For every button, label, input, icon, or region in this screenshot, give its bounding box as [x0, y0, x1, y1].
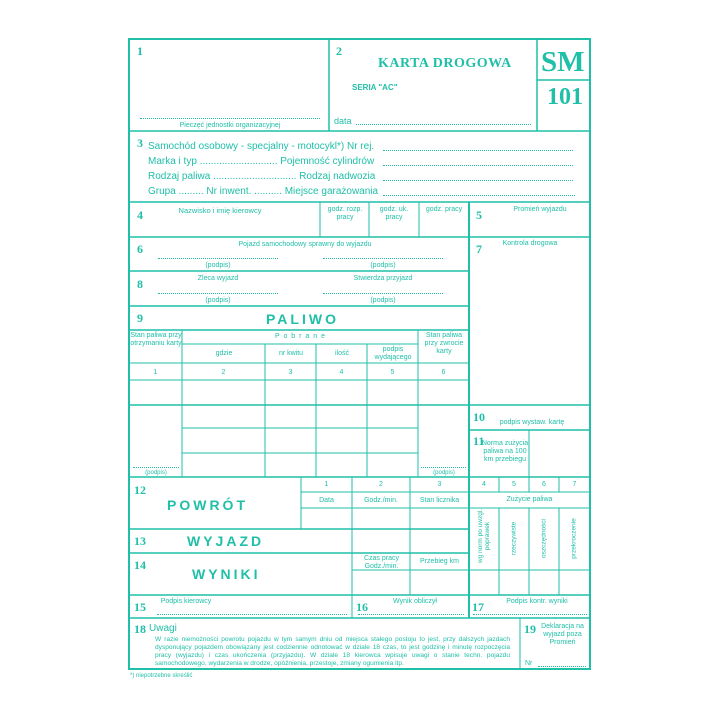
signature-field[interactable]	[323, 293, 443, 294]
signature-field[interactable]	[158, 293, 278, 294]
col-date: Data	[319, 497, 334, 504]
col-time: Godz./min.	[364, 497, 398, 504]
reg-number-field[interactable]	[383, 150, 573, 151]
section-number: 13	[134, 534, 146, 548]
arrival-label: Stwierdza przyjazd	[353, 275, 413, 282]
section-number: 6	[137, 242, 143, 256]
signature-field[interactable]	[133, 467, 179, 468]
fuel-received-label: Stan paliwa przy otrzymaniu karty	[130, 332, 182, 347]
col-number: 6	[542, 481, 546, 488]
section-number: 11	[473, 434, 485, 448]
col-work-time: Czas pracy Godz./min.	[363, 555, 399, 570]
section-number: 12	[134, 483, 146, 497]
col-actual: rzeczywiste	[510, 521, 518, 556]
declaration-label: Deklaracja na wyjazd poza Promień	[541, 623, 584, 646]
col-issuer: podpis wydającego	[374, 346, 412, 361]
col-number: 2	[221, 369, 226, 376]
controller-signature-label: Podpis kontr. wyniki	[506, 598, 568, 605]
fuel-returned-label: Stan paliwa przy zwrocie karty	[424, 332, 464, 355]
col-norm: wg norm po uwzgl. poprawek	[477, 508, 491, 564]
vehicle-line-1: Samochód osobowy - specjalny - motocykl*) Nr rej.	[148, 141, 375, 152]
fuel-title: PALIWO	[266, 311, 339, 327]
col-number: 7	[572, 481, 577, 488]
return-title: POWRÓT	[167, 497, 248, 513]
form-title: KARTA DROGOWA	[378, 56, 512, 71]
series-label: SERIA "AC"	[352, 83, 398, 92]
roadworthy-label: Pojazd samochodowy sprawny do wyjazdu	[238, 241, 372, 248]
stamp-line	[140, 118, 320, 119]
signature-label: (podpis)	[145, 470, 167, 476]
col-number: 5	[390, 369, 395, 376]
col-number: 3	[288, 369, 293, 376]
issuer-signature-label: podpis wystaw. kartę	[499, 419, 565, 426]
col-excess: przekroczenie	[570, 518, 578, 559]
col-where: gdzie	[215, 350, 233, 357]
col-number: 1	[324, 481, 329, 488]
section-number: 19	[524, 622, 536, 636]
dispatch-label: Zleca wyjazd	[197, 275, 239, 282]
section-number: 4	[137, 208, 143, 222]
signature-field[interactable]	[473, 614, 587, 615]
vehicle-line-3: Rodzaj paliwa .............................. Rodzaj nadwozia	[148, 171, 376, 182]
signature-label: (podpis)	[370, 297, 396, 304]
col-number: 6	[441, 369, 446, 376]
col-number: 2	[379, 481, 383, 488]
driver-name-label: Nazwisko i imię kierowcy	[178, 206, 262, 215]
section-number: 10	[473, 410, 485, 424]
end-time-label: godz. uk. pracy	[379, 206, 409, 221]
section-number: 15	[134, 600, 146, 614]
section-number: 1	[137, 44, 143, 58]
section-number: 2	[336, 44, 342, 58]
col-number: 3	[437, 481, 442, 488]
col-qty: ilość	[334, 350, 349, 357]
vehicle-line-4: Grupa ......... Nr inwent. .......... Miejsce garażowania	[148, 186, 379, 197]
signature-field[interactable]	[323, 258, 443, 259]
section-number: 17	[472, 600, 484, 614]
remarks-text: W razie niemożności powrotu pojazdu w tym samym dniu od miejsca stałego postoju to jest, przy dalszych jazdach dysponujący pojazdem obowiązany jest codziennie odnotować w dziale 18 czas, to jest godzinę i minutę rozpoczęcia pracy (wyjazdu) i czas ukończenia (przyjazdu). W dziale 18 kierowca wpisuje uwagi o stanie techn. pojazdu samochodowego, wydarzenia w drodze, opóźnienia, przestoje, zmiany ogumienia itp.	[155, 636, 510, 667]
section-number: 5	[476, 208, 482, 222]
consumption-title: Zużycie paliwa	[506, 496, 553, 503]
nr-label: Nr	[525, 660, 533, 667]
start-time-label: godz. rozp. pracy	[327, 206, 363, 221]
signature-field[interactable]	[358, 614, 464, 615]
fuel-taken-label: P o b r a n e	[274, 333, 326, 340]
signature-field[interactable]	[421, 467, 466, 468]
radius-label: Promień wyjazdu	[513, 206, 567, 213]
remarks-title: Uwagi	[149, 623, 177, 634]
departure-title: WYJAZD	[187, 533, 265, 549]
signature-label: (podpis)	[205, 297, 231, 304]
hours-label: godz. pracy	[425, 206, 463, 213]
garage-field[interactable]	[383, 195, 575, 196]
form-code: SM	[541, 46, 585, 78]
capacity-field[interactable]	[383, 165, 573, 166]
col-meter: Stan licznika	[419, 497, 460, 504]
declaration-number-field[interactable]	[538, 666, 586, 667]
section-number: 14	[134, 558, 146, 572]
signature-label: (podpis)	[370, 262, 396, 269]
stamp-label: Pieczęć jednostki organizacyjnej	[179, 122, 281, 129]
date-label: data	[334, 116, 352, 126]
col-mileage: Przebieg km	[420, 558, 459, 565]
calculated-by-label: Wynik obliczył	[393, 598, 437, 605]
date-field[interactable]	[356, 124, 531, 125]
signature-field[interactable]	[157, 614, 347, 615]
col-number: 4	[482, 481, 486, 488]
col-number: 5	[512, 481, 516, 488]
col-number: 4	[339, 369, 344, 376]
signature-label: (podpis)	[433, 470, 455, 476]
form-number: 101	[547, 84, 583, 110]
section-number: 16	[356, 600, 368, 614]
section-number: 3	[137, 136, 143, 150]
col-savings: oszczędności	[540, 518, 548, 559]
section-number: 8	[137, 277, 143, 291]
driver-signature-label: Podpis kierowcy	[160, 598, 212, 605]
road-control-label: Kontrola drogowa	[502, 240, 558, 247]
signature-field[interactable]	[158, 258, 278, 259]
results-title: WYNIKI	[192, 566, 261, 582]
section-number: 18	[134, 622, 146, 636]
vehicle-line-2: Marka i typ ............................ Pojemność cylindrów	[148, 156, 375, 167]
col-receipt: nr kwitu	[278, 350, 304, 357]
signature-label: (podpis)	[205, 262, 231, 269]
section-number: 7	[476, 242, 482, 256]
footnote: *) niepotrzebne skreślić	[130, 673, 193, 679]
section-number: 9	[137, 311, 143, 325]
body-type-field[interactable]	[383, 180, 573, 181]
col-number: 1	[153, 369, 158, 376]
fuel-norm-label: Norma zużycia paliwa na 100 km przebiegu	[481, 440, 529, 463]
